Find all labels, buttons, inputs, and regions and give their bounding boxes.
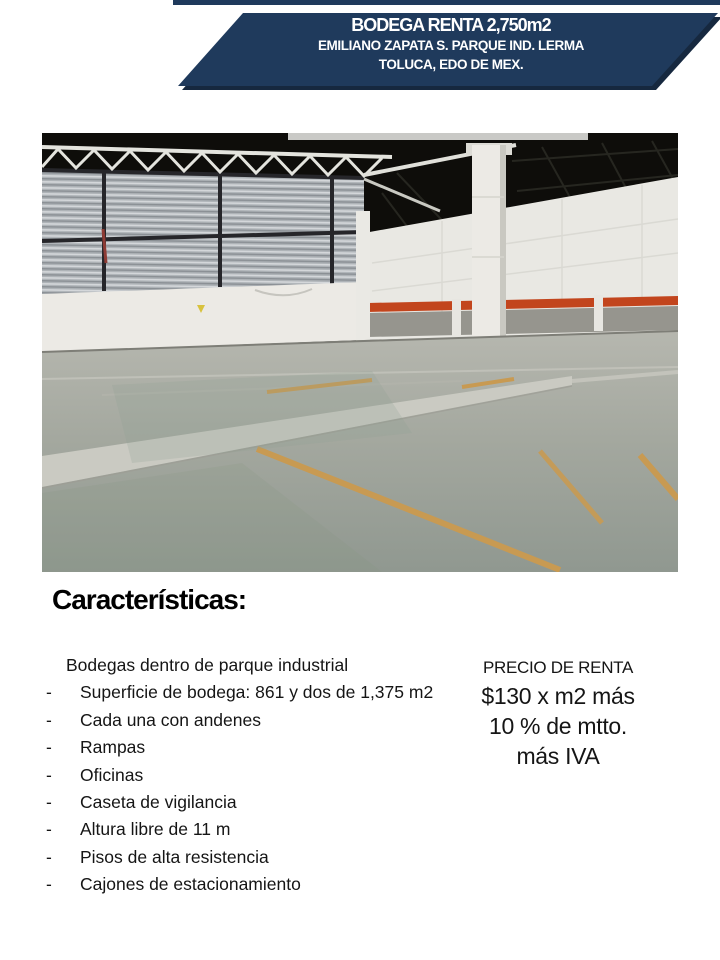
column-shade	[500, 145, 506, 339]
banner-title: BODEGA RENTA 2,750m2	[351, 15, 551, 35]
bullet-dash: -	[46, 874, 52, 895]
skylight-streak	[288, 133, 588, 140]
feature-item	[44, 844, 474, 871]
feature-item	[44, 871, 474, 898]
banner	[0, 0, 720, 100]
wall-pilaster	[594, 295, 603, 331]
bullet-dash: -	[46, 846, 52, 867]
bullet-dash: -	[46, 737, 52, 758]
pricing-label: PRECIO DE RENTA	[482, 658, 634, 677]
warehouse-photo	[42, 133, 678, 572]
bullet-dash: -	[46, 764, 52, 785]
feature-item	[44, 789, 474, 816]
feature-item	[44, 734, 474, 761]
pricing-block	[452, 655, 664, 771]
price-line-maintenance: 10 % de mtto.	[488, 713, 627, 739]
lower-white-wall	[42, 282, 364, 352]
price-line-rate: $130 x m2 más	[481, 683, 635, 709]
bullet-dash: -	[46, 709, 52, 730]
bullet-dash: -	[46, 682, 52, 703]
feature-item	[44, 816, 474, 843]
feature-item	[44, 679, 474, 706]
column	[472, 145, 504, 339]
feature-item-text: Pisos de alta resistencia	[80, 846, 269, 867]
feature-item-text: Caseta de vigilancia	[80, 792, 237, 813]
bullet-dash: -	[46, 819, 52, 840]
feature-item-text: Oficinas	[80, 764, 144, 785]
banner-top-bar	[173, 0, 720, 5]
banner-subtitle-city: TOLUCA, EDO DE MEX.	[378, 57, 524, 72]
features-list	[44, 679, 474, 898]
features-section	[44, 652, 474, 899]
wall-pilaster	[452, 299, 461, 337]
feature-item-text: Rampas	[80, 737, 146, 758]
bullet-dash: -	[46, 792, 52, 813]
feature-item-text: Cada una con andenes	[80, 709, 261, 730]
banner-subtitle-location: EMILIANO ZAPATA S. PARQUE IND. LERMA	[317, 38, 585, 53]
feature-item-text: Altura libre de 11 m	[80, 819, 231, 840]
price-line-tax: más IVA	[516, 743, 600, 769]
banner-text	[286, 14, 616, 74]
wall-endcap-pillar	[356, 211, 370, 341]
feature-item	[44, 707, 474, 734]
feature-item-text: Superficie de bodega: 861 y dos de 1,375 m2	[80, 682, 434, 703]
warehouse-photo-art	[42, 133, 678, 572]
feature-item-text: Cajones de estacionamiento	[80, 874, 301, 895]
feature-intro: Bodegas dentro de parque industrial	[66, 655, 349, 675]
feature-item	[44, 762, 474, 789]
features-heading: Características:	[52, 584, 247, 615]
